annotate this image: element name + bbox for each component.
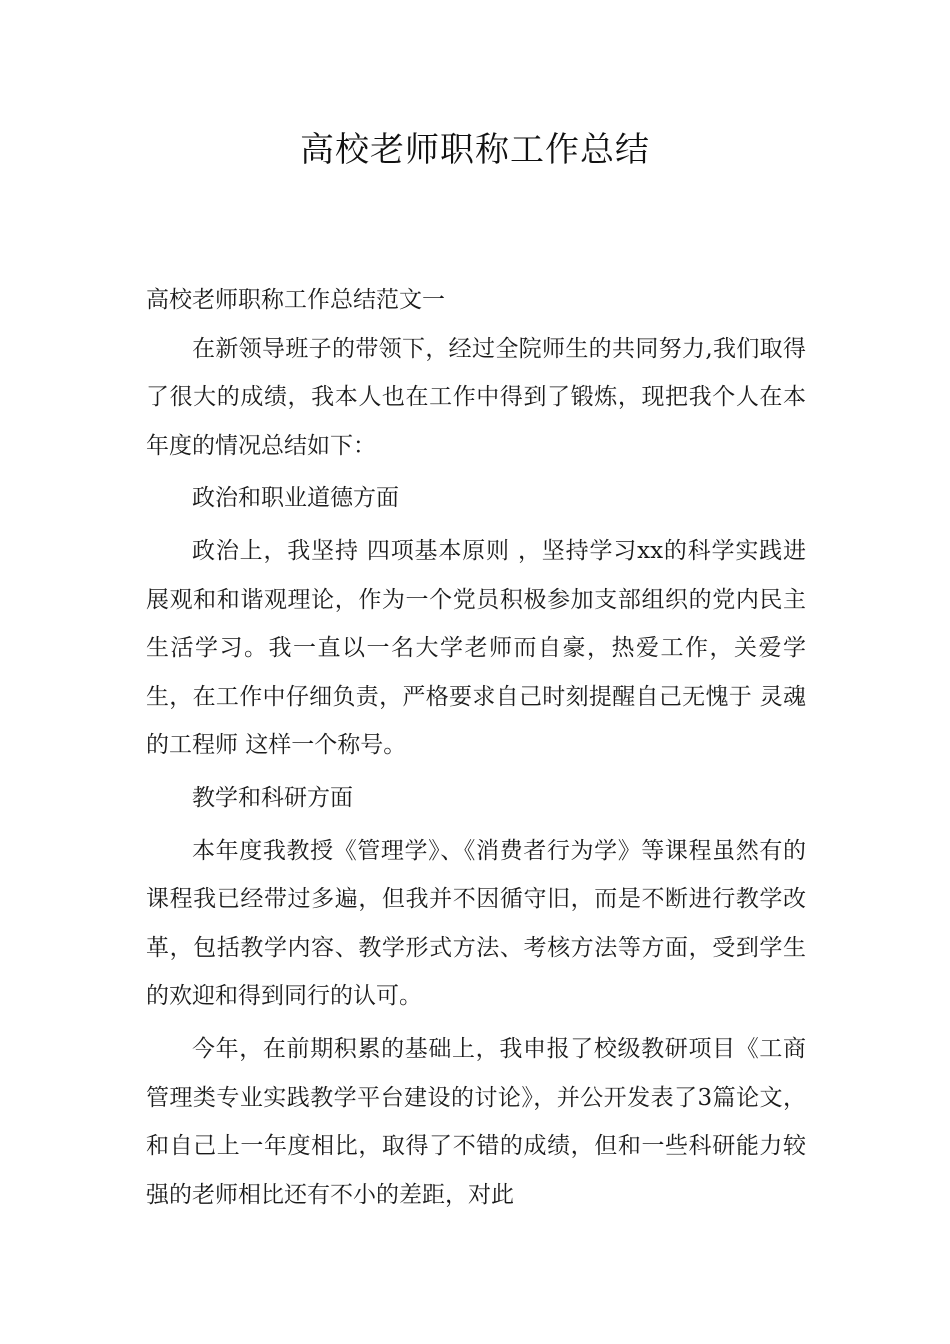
paragraph: 本年度我教授《管理学》、《消费者行为学》等课程虽然有的课程我已经带过多遍，但我并不因循守旧，而是不断进行教学改革，包括教学内容、教学形式方法、考核方法等方面，受到学生的欢迎和得到同行的认可。 — [146, 837, 806, 1010]
page-title: 高校老师职称工作总结 — [300, 130, 650, 170]
paragraph: 今年，在前期积累的基础上，我申报了校级教研项目《工商管理类专业实践教学平台建设的讨论》，并公开发表了3篇论文，和自己上一年度相比，取得了不错的成绩，但和一些科研能力较强的老师相比还有不小的差距，对此 — [146, 1035, 806, 1208]
document-body — [146, 276, 806, 1219]
section-heading: 高校老师职称工作总结范文一 — [146, 287, 445, 313]
paragraph: 在新领导班子的带领下，经过全院师生的共同努力,我们取得了很大的成绩，我本人也在工作中得到了锻炼，现把我个人在本年度的情况总结如下： — [146, 335, 806, 459]
section-heading: 政治和职业道德方面 — [192, 485, 399, 512]
section-heading: 教学和科研方面 — [192, 784, 353, 811]
paragraph: 政治上，我坚持 四项基本原则 ，坚持学习xx的科学实践进展观和和谐观理论，作为一个党员积极参加支部组织的党内民主生活学习。我一直以一名大学老师而自豪，热爱工作，关爱学生，在工作中仔细负责，严格要求自己时刻提醒自己无愧于 灵魂的工程师 这样一个称号。 — [146, 537, 806, 759]
